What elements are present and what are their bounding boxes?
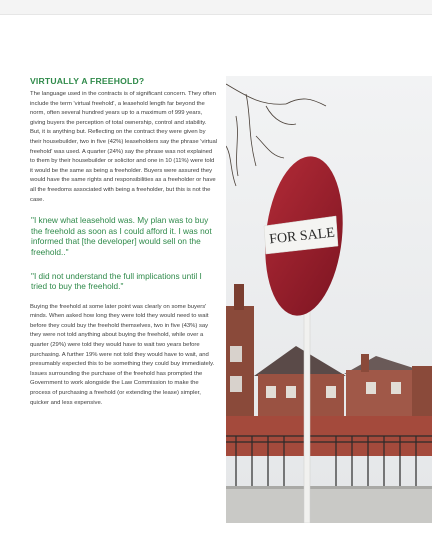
for-sale-sign-photo: [226, 76, 432, 523]
page-top-bar: [0, 0, 432, 15]
article-text-column: [30, 76, 218, 408]
body-paragraph-2: Buying the freehold at some later point was clearly on some buyers' minds. When asked how long they were told they would need to wait before they could buy the freehold themselves, two in five (43%) say they were not told anything about buying the freehold, while over a quarter (29%) were told they would have to wait two years before purchasing. A further 19% were not told they would have to wait, and presumably expected this to be something they could buy immediately. Issues surrounding the purchase of the freehold has prompted the Government to work alongside the Law Commission to make the process of purchasing a freehold (or extending the lease) simpler, quicker and less expensive.: [30, 303, 215, 406]
body-paragraph-1: The language used in the contracts is of significant concern. They often include the term 'virtual freehold', a leasehold length far beyond the norm, often several hundred years up to a maximum of 999 years, giving buyers the perception of total ownership, control and stability. But, it is anything but. Reflecting on the contract they were given by their housebuilder, two in five (42%) leaseholders say the phrase 'virtual freehold' was used. A quarter (24%) say the phrase was not explained to them by their housebuilder or solicitor and one in 10 (11%) were told it would be the same as being a freeholder. Buyers were assured they would have the same rights and responsibilities as a freeholder or have all the freedoms associated with being a freeholder, but this is not the case.: [30, 91, 218, 203]
pull-quote-2: "I did not understand the full implications until I tried to buy the freehold.": [31, 270, 202, 292]
section-heading: VIRTUALLY A FREEHOLD?: [30, 76, 145, 86]
sign-text: FOR SALE: [268, 225, 336, 248]
pull-quote-1: "I knew what leasehold was. My plan was to buy the freehold as soon as I could afford it. I was not informed that [the developer] would sell on the freehold..": [31, 215, 212, 257]
